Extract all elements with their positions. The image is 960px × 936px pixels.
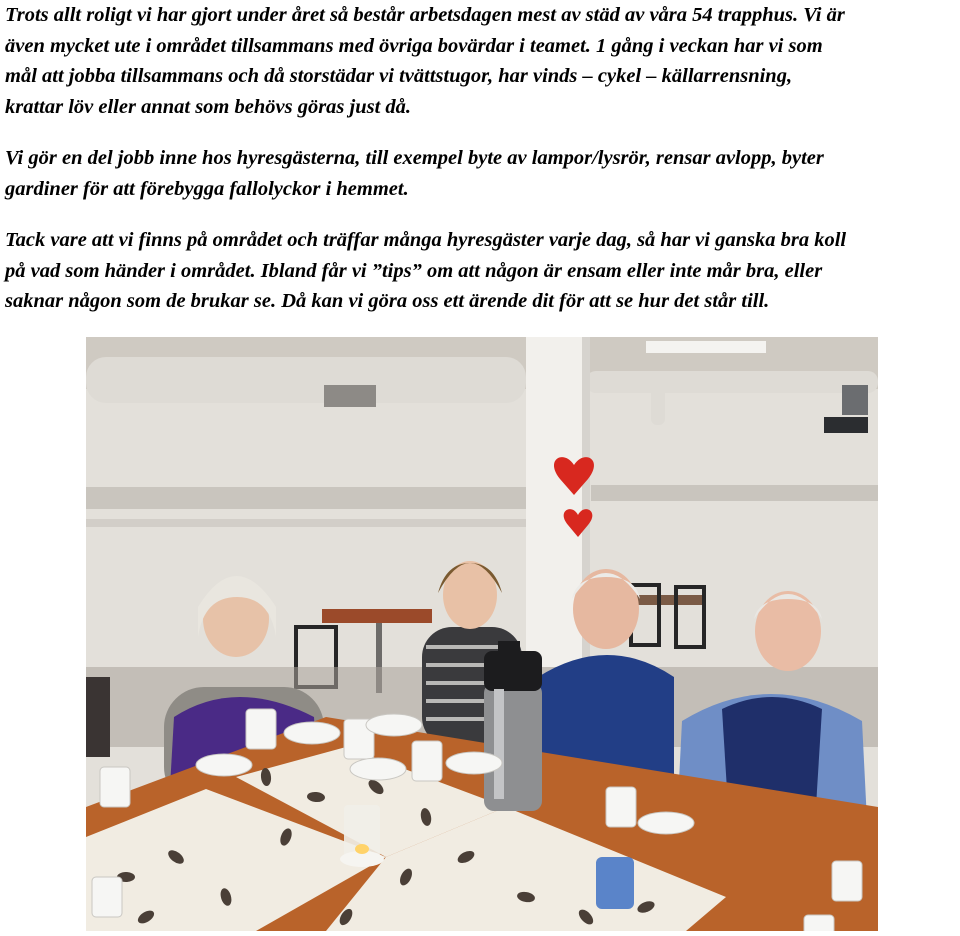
- cup: [412, 741, 442, 781]
- text-line: på vad som händer i området. Ibland får vi ”tips” om att någon är ensam eller inte mår bra, eller: [5, 259, 823, 282]
- paragraph-1: [5, 0, 960, 122]
- photo-illustration: [86, 337, 878, 931]
- paragraph-2: [5, 143, 960, 204]
- cup: [100, 767, 130, 807]
- wall-stripe: [86, 487, 526, 509]
- cup: [832, 861, 862, 901]
- bowl: [284, 722, 340, 744]
- wall-stripe: [86, 519, 526, 527]
- bowl: [366, 714, 422, 736]
- cup: [606, 787, 636, 827]
- person-edge: [86, 677, 110, 757]
- ceiling-pipe: [651, 377, 665, 425]
- cup: [804, 915, 834, 931]
- thermos-flask: [484, 641, 542, 811]
- bowl: [638, 812, 694, 834]
- paragraph-3: [5, 225, 960, 317]
- bowl: [446, 752, 502, 774]
- sign: [824, 417, 868, 433]
- bowl: [350, 758, 406, 780]
- cup: [92, 877, 122, 917]
- bowl: [196, 754, 252, 776]
- ceiling-light: [646, 341, 766, 353]
- cup: [246, 709, 276, 749]
- text-line: Trots allt roligt vi har gjort under året så består arbetsdagen mest av städ av våra 54 trapphus. Vi är: [5, 4, 845, 26]
- text-line: saknar någon som de brukar se. Då kan vi göra oss ett ärende dit för att se hur det står till.: [5, 290, 770, 312]
- speaker: [842, 385, 868, 415]
- blue-glass: [596, 857, 634, 909]
- background-table: [322, 609, 432, 623]
- text-line: även mycket ute i området tillsammans med övriga bovärdar i teamet. 1 gång i veckan har vi som: [5, 34, 823, 57]
- text-line: krattar löv eller annat som behövs göras just då.: [5, 95, 412, 118]
- ceiling-pipe: [586, 371, 878, 393]
- group-photo: [86, 337, 878, 931]
- ceiling-pipe: [86, 357, 526, 403]
- text-line: mål att jobba tillsammans och då storstädar vi tvättstugor, har vinds – cykel – källarrensning,: [5, 65, 793, 87]
- text-line: gardiner för att förebygga fallolyckor i hemmet.: [5, 177, 409, 200]
- text-line: Tack vare att vi finns på området och träffar många hyresgäster varje dag, så har vi ganska bra koll: [5, 229, 847, 251]
- vent: [324, 385, 376, 407]
- text-line: Vi gör en del jobb inne hos hyresgästerna, till exempel byte av lampor/lysrör, rensar avlopp, byter: [5, 147, 824, 169]
- candle-holder: [340, 805, 384, 867]
- article-text: [5, 0, 960, 317]
- wall-stripe: [591, 485, 878, 501]
